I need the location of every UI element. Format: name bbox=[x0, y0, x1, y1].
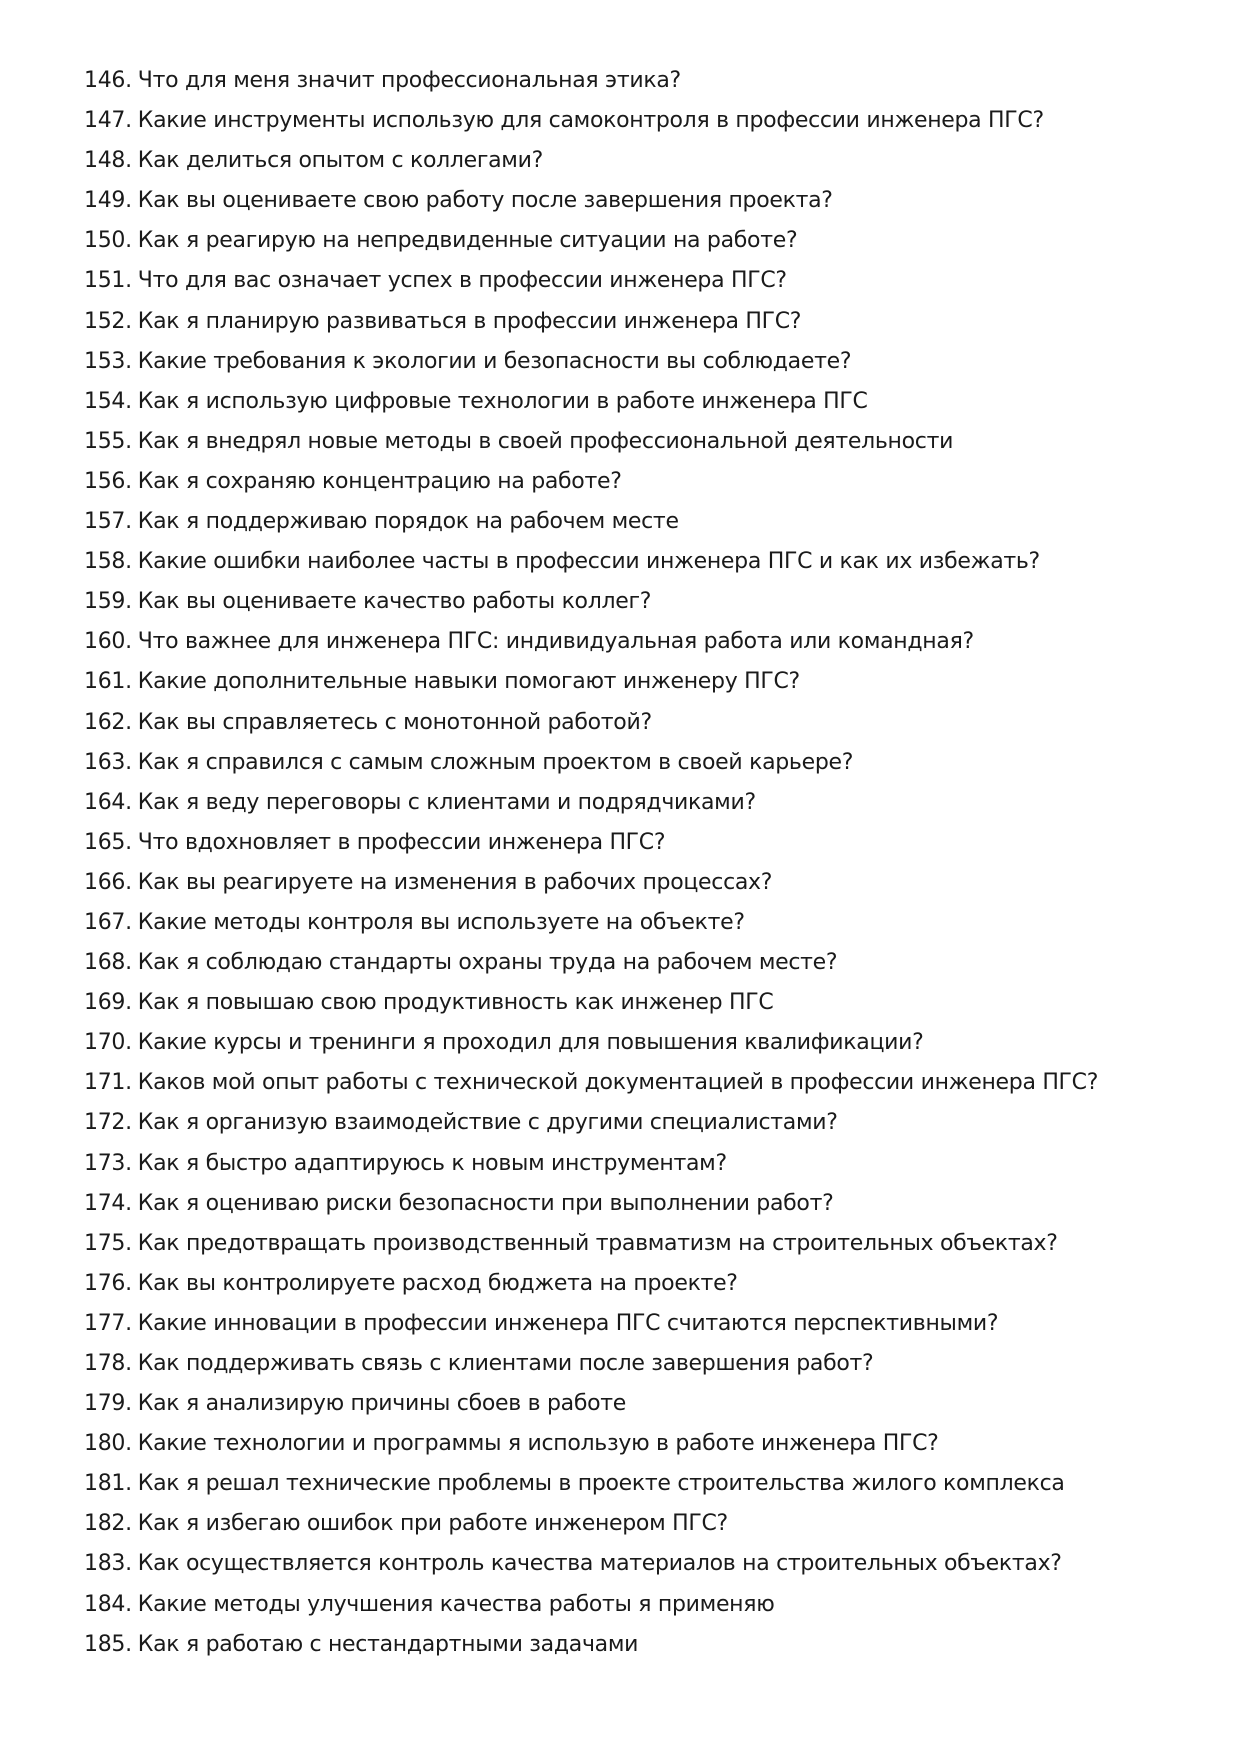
question-number: 172. bbox=[84, 1110, 132, 1136]
question-text: Как я соблюдаю стандарты охраны труда на рабочем месте? bbox=[137, 950, 838, 976]
question-number: 166. bbox=[84, 869, 132, 895]
question-number: 161. bbox=[84, 669, 132, 695]
question-item bbox=[84, 863, 1204, 903]
question-text: Как вы оцениваете качество работы коллег? bbox=[137, 589, 652, 615]
question-number: 171. bbox=[84, 1070, 132, 1096]
question-number: 173. bbox=[84, 1150, 132, 1176]
question-text: Как я повышаю свою продуктивность как инженер ПГС bbox=[137, 990, 774, 1016]
question-number: 169. bbox=[84, 990, 132, 1016]
question-item bbox=[84, 1304, 1204, 1344]
question-text: Как я веду переговоры с клиентами и подрядчиками? bbox=[137, 789, 756, 815]
question-item bbox=[84, 1023, 1204, 1063]
question-number: 150. bbox=[84, 228, 132, 254]
question-text: Что вдохновляет в профессии инженера ПГС? bbox=[137, 829, 666, 855]
question-number: 152. bbox=[84, 308, 132, 334]
question-item bbox=[84, 302, 1204, 342]
question-item bbox=[84, 662, 1204, 702]
question-item bbox=[84, 342, 1204, 382]
question-text: Какие методы контроля вы используете на объекте? bbox=[137, 909, 745, 935]
question-text: Как я поддерживаю порядок на рабочем месте bbox=[137, 509, 679, 535]
question-number: 181. bbox=[84, 1471, 132, 1497]
question-text: Как предотвращать производственный травматизм на строительных объектах? bbox=[137, 1230, 1058, 1256]
question-number: 184. bbox=[84, 1591, 132, 1617]
question-item bbox=[84, 983, 1204, 1023]
question-item bbox=[84, 1384, 1204, 1424]
question-text: Как я реагирую на непредвиденные ситуации на работе? bbox=[137, 228, 798, 254]
question-number: 158. bbox=[84, 549, 132, 575]
question-text: Как я справился с самым сложным проектом в своей карьере? bbox=[137, 749, 854, 775]
question-number: 149. bbox=[84, 188, 132, 214]
question-number: 154. bbox=[84, 388, 132, 414]
question-number: 183. bbox=[84, 1551, 132, 1577]
question-text: Как вы реагируете на изменения в рабочих процессах? bbox=[137, 869, 773, 895]
question-item bbox=[84, 1184, 1204, 1224]
question-item bbox=[84, 1464, 1204, 1504]
question-text: Как я внедрял новые методы в своей профессиональной деятельности bbox=[137, 428, 954, 454]
question-text: Какие методы улучшения качества работы я применяю bbox=[137, 1591, 775, 1617]
question-number: 174. bbox=[84, 1190, 132, 1216]
question-item bbox=[84, 422, 1204, 462]
question-text: Как я анализирую причины сбоев в работе bbox=[137, 1391, 626, 1417]
question-item bbox=[84, 703, 1204, 743]
question-text: Что важнее для инженера ПГС: индивидуальная работа или командная? bbox=[137, 629, 974, 655]
question-item bbox=[84, 1585, 1204, 1625]
question-number: 159. bbox=[84, 589, 132, 615]
question-number: 156. bbox=[84, 468, 132, 494]
question-text: Какие инструменты использую для самоконтроля в профессии инженера ПГС? bbox=[137, 108, 1044, 134]
question-number: 179. bbox=[84, 1391, 132, 1417]
question-text: Как вы справляетесь с монотонной работой? bbox=[137, 709, 652, 735]
question-item bbox=[84, 542, 1204, 582]
question-item bbox=[84, 61, 1204, 101]
question-item bbox=[84, 1224, 1204, 1264]
question-list bbox=[84, 61, 1204, 1665]
question-text: Какие инновации в профессии инженера ПГС считаются перспективными? bbox=[137, 1310, 999, 1336]
question-text: Как я решал технические проблемы в проекте строительства жилого комплекса bbox=[137, 1471, 1065, 1497]
question-number: 175. bbox=[84, 1230, 132, 1256]
question-text: Какие технологии и программы я использую в работе инженера ПГС? bbox=[137, 1431, 939, 1457]
question-number: 148. bbox=[84, 148, 132, 174]
question-text: Как вы оцениваете свою работу после завершения проекта? bbox=[137, 188, 833, 214]
question-item bbox=[84, 462, 1204, 502]
question-number: 177. bbox=[84, 1310, 132, 1336]
question-item bbox=[84, 823, 1204, 863]
question-number: 182. bbox=[84, 1511, 132, 1537]
question-number: 151. bbox=[84, 268, 132, 294]
question-text: Что для вас означает успех в профессии инженера ПГС? bbox=[137, 268, 787, 294]
question-text: Как делиться опытом с коллегами? bbox=[137, 148, 543, 174]
question-number: 157. bbox=[84, 509, 132, 535]
question-item bbox=[84, 101, 1204, 141]
question-number: 170. bbox=[84, 1030, 132, 1056]
question-item bbox=[84, 261, 1204, 301]
question-text: Какие дополнительные навыки помогают инженеру ПГС? bbox=[137, 669, 800, 695]
question-item bbox=[84, 141, 1204, 181]
question-text: Как я оцениваю риски безопасности при выполнении работ? bbox=[137, 1190, 834, 1216]
question-number: 167. bbox=[84, 909, 132, 935]
question-text: Как я организую взаимодействие с другими специалистами? bbox=[137, 1110, 838, 1136]
question-number: 176. bbox=[84, 1270, 132, 1296]
question-item bbox=[84, 1144, 1204, 1184]
question-number: 168. bbox=[84, 950, 132, 976]
question-text: Что для меня значит профессиональная этика? bbox=[137, 68, 681, 93]
question-item bbox=[84, 1544, 1204, 1584]
question-text: Как я работаю с нестандартными задачами bbox=[137, 1631, 639, 1657]
question-number: 164. bbox=[84, 789, 132, 815]
question-item bbox=[84, 1424, 1204, 1464]
question-text: Как осуществляется контроль качества материалов на строительных объектах? bbox=[137, 1551, 1062, 1577]
question-item bbox=[84, 1344, 1204, 1384]
question-item bbox=[84, 743, 1204, 783]
question-item bbox=[84, 1063, 1204, 1103]
question-number: 180. bbox=[84, 1431, 132, 1457]
question-number: 163. bbox=[84, 749, 132, 775]
question-item bbox=[84, 903, 1204, 943]
question-text: Как я использую цифровые технологии в работе инженера ПГС bbox=[137, 388, 868, 414]
question-number: 160. bbox=[84, 629, 132, 655]
question-item bbox=[84, 582, 1204, 622]
question-item bbox=[84, 783, 1204, 823]
question-number: 155. bbox=[84, 428, 132, 454]
question-text: Какие требования к экологии и безопасности вы соблюдаете? bbox=[137, 348, 852, 374]
question-item bbox=[84, 1264, 1204, 1304]
question-item bbox=[84, 382, 1204, 422]
question-text: Как поддерживать связь с клиентами после завершения работ? bbox=[137, 1351, 874, 1376]
question-number: 185. bbox=[84, 1631, 132, 1657]
question-text: Какие ошибки наиболее часты в профессии инженера ПГС и как их избежать? bbox=[137, 549, 1040, 575]
question-number: 162. bbox=[84, 709, 132, 735]
question-item bbox=[84, 1103, 1204, 1143]
question-item bbox=[84, 622, 1204, 662]
question-item bbox=[84, 181, 1204, 221]
question-number: 178. bbox=[84, 1351, 132, 1376]
question-number: 153. bbox=[84, 348, 132, 374]
question-number: 165. bbox=[84, 829, 132, 855]
question-text: Как я сохраняю концентрацию на работе? bbox=[137, 468, 622, 494]
question-text: Как я быстро адаптируюсь к новым инструментам? bbox=[137, 1150, 727, 1176]
question-item bbox=[84, 1625, 1204, 1665]
question-text: Какие курсы и тренинги я проходил для повышения квалификации? bbox=[137, 1030, 924, 1056]
question-text: Как я планирую развиваться в профессии инженера ПГС? bbox=[137, 308, 802, 334]
question-text: Как вы контролируете расход бюджета на проекте? bbox=[137, 1270, 738, 1296]
question-item bbox=[84, 221, 1204, 261]
question-number: 147. bbox=[84, 108, 132, 134]
question-item bbox=[84, 1504, 1204, 1544]
question-item bbox=[84, 943, 1204, 983]
question-text: Каков мой опыт работы с технической документацией в профессии инженера ПГС? bbox=[137, 1070, 1099, 1096]
question-text: Как я избегаю ошибок при работе инженером ПГС? bbox=[137, 1511, 728, 1537]
question-number: 146. bbox=[84, 68, 132, 93]
question-item bbox=[84, 502, 1204, 542]
